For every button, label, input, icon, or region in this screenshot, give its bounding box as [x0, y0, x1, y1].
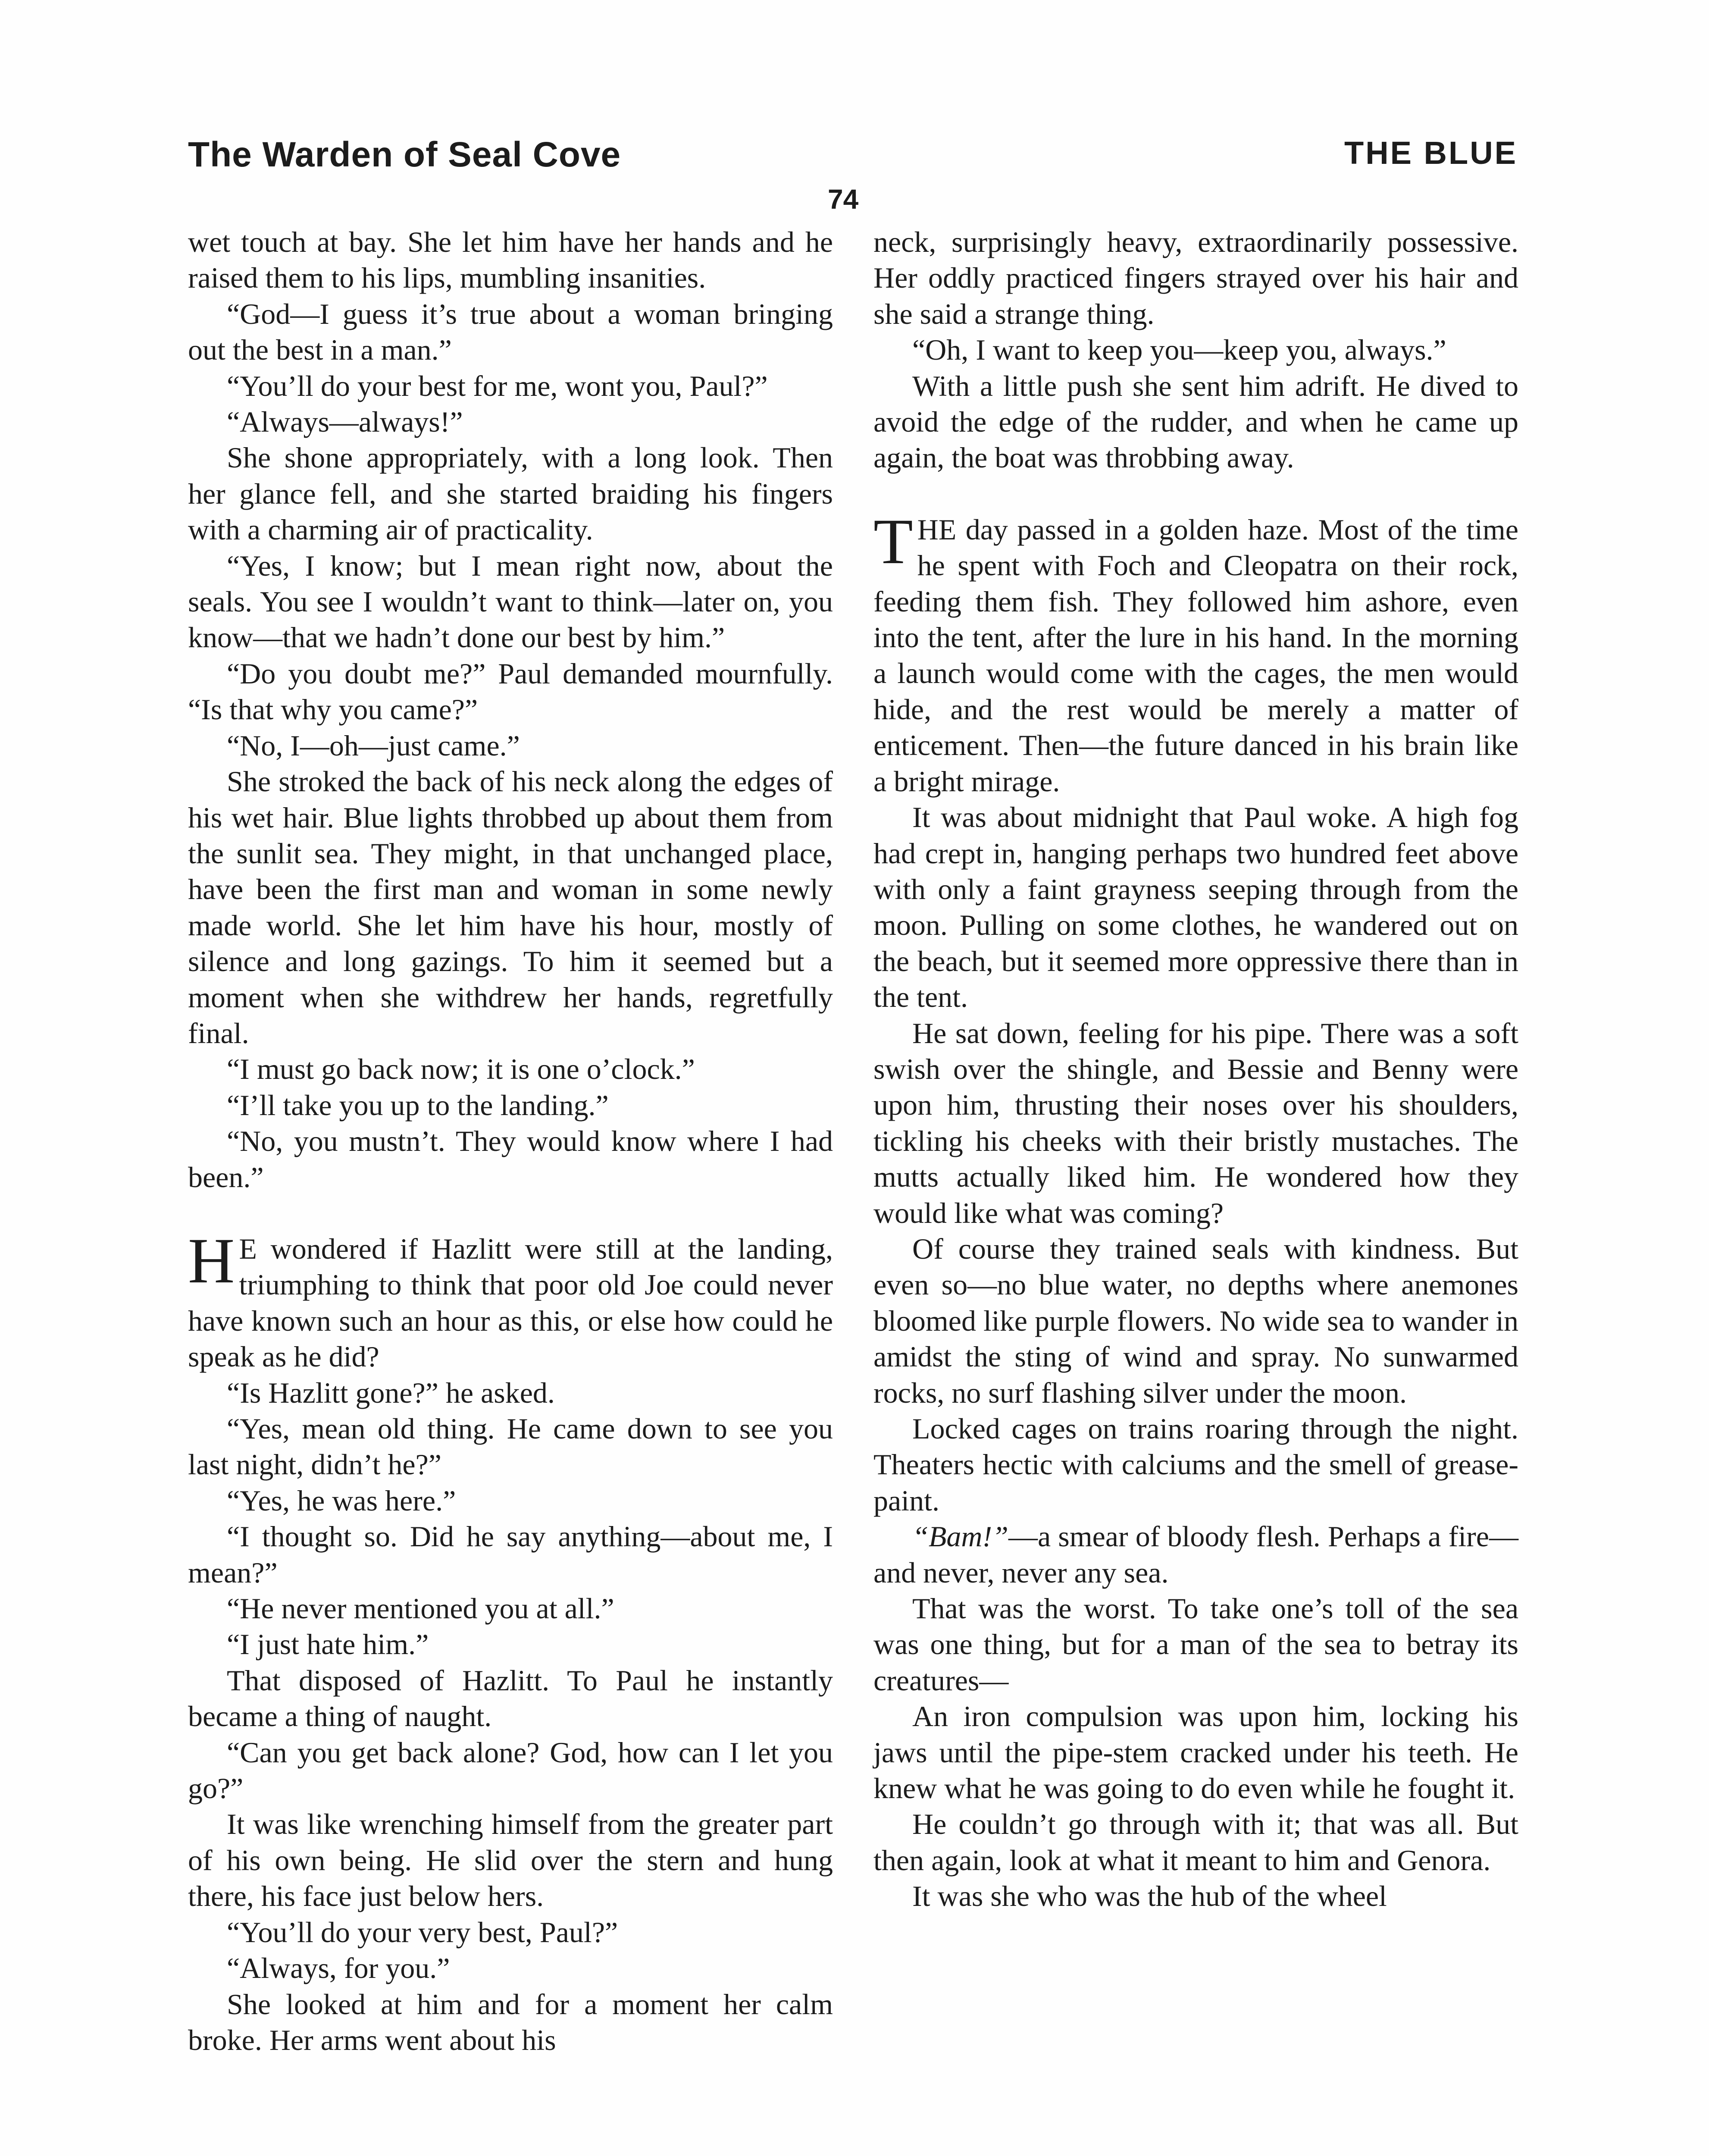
paragraph: “Always, for you.” — [227, 1952, 450, 1985]
section-break — [873, 476, 1518, 512]
page-number: 74 — [828, 184, 859, 215]
paragraph: “Can you get back alone? God, how can I let you go?” — [188, 1736, 833, 1805]
section-opening-paragraph — [873, 505, 1518, 799]
paragraph: neck, surprisingly heavy, extraordinarily possessive. Her oddly practiced fingers strayed over his hair and she said a strange thing. — [873, 226, 1518, 330]
left-column — [188, 224, 833, 2058]
paragraph: “Is Hazlitt gone?” he asked. — [227, 1376, 555, 1409]
section-break — [188, 1195, 833, 1231]
paragraph: That disposed of Hazlitt. To Paul he instantly became a thing of naught. — [188, 1664, 833, 1733]
paragraph: “You’ll do your best for me, wont you, Paul?” — [227, 369, 768, 402]
paragraph: “Yes, I know; but I mean right now, about the seals. You see I wouldn’t want to think—later on, you know—that we hadn’t done our best by him.” — [188, 549, 833, 654]
paragraph: “I’ll take you up to the landing.” — [227, 1088, 609, 1122]
exclamation: “Bam!” — [912, 1520, 1008, 1553]
paragraph: Locked cages on trains roaring through the night. Theaters hectic with calciums and the smell of grease-paint. — [873, 1412, 1518, 1517]
paragraph: “I thought so. Did he say anything—about me, I mean?” — [188, 1520, 833, 1589]
paragraph: He couldn’t go through with it; that was all. But then again, look at what it meant to him and Genora. — [873, 1808, 1518, 1877]
paragraph: That was the worst. To take one’s toll of the sea was one thing, but for a man of the sea to betray its creatures— — [873, 1592, 1518, 1697]
paragraph: It was like wrenching himself from the greater part of his own being. He slid over the stern and hung there, his face just below hers. — [188, 1808, 833, 1913]
paragraph: “You’ll do your very best, Paul?” — [227, 1915, 618, 1949]
paragraph: She shone appropriately, with a long look. Then her glance fell, and she started braiding his fingers with a charming air of practicality. — [188, 441, 833, 546]
paragraph: He sat down, feeling for his pipe. There was a soft swish over the shingle, and Bessie and Benny were upon him, thrusting their noses over his shoulders, tickling his cheeks with their bristly mustaches. The mutts actually liked him. He wondered how they would like what was coming? — [873, 1016, 1518, 1229]
paragraph: “Do you doubt me?” Paul demanded mournfully. “Is that why you came?” — [188, 657, 833, 726]
paragraph: With a little push she sent him adrift. He dived to avoid the edge of the rudder, and when he came up again, the boat was throbbing away. — [873, 369, 1518, 474]
paragraph: “Oh, I want to keep you—keep you, always.” — [912, 333, 1446, 367]
paragraph: “Yes, he was here.” — [227, 1484, 456, 1517]
paragraph: “Yes, mean old thing. He came down to see you last night, didn’t he?” — [188, 1412, 833, 1481]
running-title: The Warden of Seal Cove — [188, 135, 621, 174]
paragraph — [873, 1519, 1518, 1591]
paragraph: She looked at him and for a moment her calm broke. Her arms went about his — [188, 1987, 833, 2056]
section-opening-text: E wondered if Hazlitt were still at the landing, triumphing to think that poor old Joe could never have known such an hour as this, or else how could he speak as he did? — [188, 1232, 833, 1373]
right-column — [873, 224, 1518, 1915]
paragraph: “God—I guess it’s true about a woman bringing out the best in a man.” — [188, 297, 833, 367]
paragraph: “Always—always!” — [227, 405, 463, 439]
drop-cap: T — [873, 505, 913, 577]
section-opening-paragraph — [188, 1225, 833, 1375]
paragraph-text: —a smear of bloody flesh. Perhaps a fire—and never, never any sea. — [873, 1520, 1518, 1589]
section-opening-text: HE day passed in a golden haze. Most of the time he spent with Foch and Cleopatra on their rock, feeding them fish. They followed him ashore, even into the tent, after the lure in his hand. In the morning a launch would come with the cages, the men would hide, and the rest would be merely a matter of enticement. Then—the future danced in his brain like a bright mirage. — [873, 513, 1518, 798]
running-section-title: THE BLUE — [1344, 135, 1518, 171]
paragraph: Of course they trained seals with kindness. But even so—no blue water, no depths where anemones bloomed like purple flowers. No wide sea to wander in amidst the sting of wind and spray. No sunwarmed rocks, no surf flashing silver under the moon. — [873, 1232, 1518, 1409]
paragraph: wet touch at bay. She let him have her hands and he raised them to his lips, mumbling insanities. — [188, 226, 833, 295]
paragraph: “He never mentioned you at all.” — [227, 1592, 614, 1625]
paragraph: “I must go back now; it is one o’clock.” — [227, 1053, 695, 1086]
drop-cap: H — [188, 1225, 235, 1297]
paragraph: An iron compulsion was upon him, locking his jaws until the pipe-stem cracked under his teeth. He knew what he was going to do even while he fought it. — [873, 1700, 1518, 1805]
paragraph: It was about midnight that Paul woke. A high fog had crept in, hanging perhaps two hundred feet above with only a faint grayness seeping through from the moon. Pulling on some clothes, he wandered out on the beach, but it seemed more oppressive there than in the tent. — [873, 801, 1518, 1014]
paragraph: She stroked the back of his neck along the edges of his wet hair. Blue lights throbbed up about them from the sunlit sea. They might, in that unchanged place, have been the first man and woman in some newly made world. She let him have his hour, mostly of silence and long gazings. To him it seemed but a moment when she withdrew her hands, regretfully final. — [188, 765, 833, 1050]
paragraph: “I just hate him.” — [227, 1628, 429, 1661]
paragraph: It was she who was the hub of the wheel — [912, 1880, 1387, 1913]
paragraph: “No, I—oh—just came.” — [227, 729, 520, 762]
paragraph: “No, you mustn’t. They would know where I had been.” — [188, 1125, 833, 1194]
